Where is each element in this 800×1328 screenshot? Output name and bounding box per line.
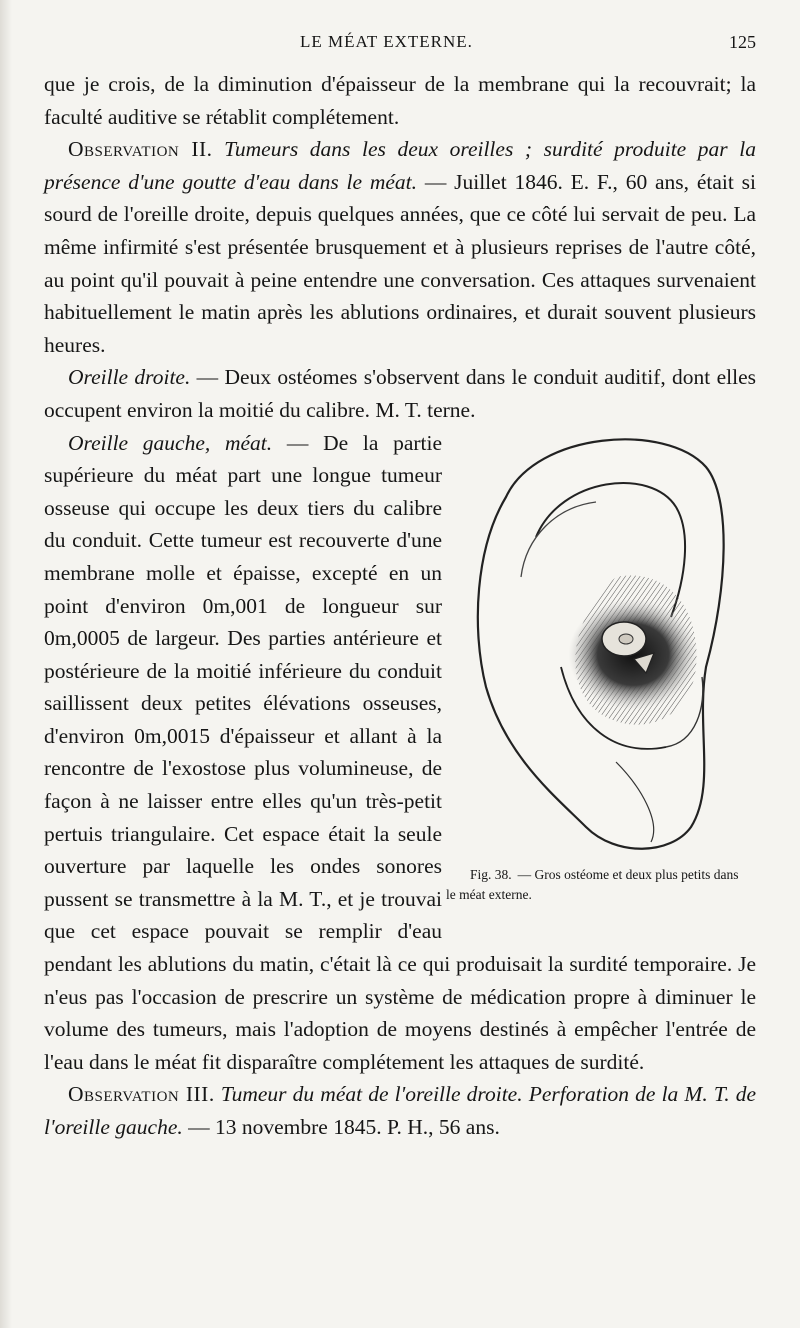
observation-2-title: Tumeurs dans les deux oreilles ; surdité produite par la présence d'une goutte d'eau dans le méat. <box>44 137 756 194</box>
observation-2-body: — Juillet 1846. E. F., 60 ans, était si sourd de l'oreille droite, depuis quelques années, que ce côté lui servait de peu. La même infirmité s'est présentée brusquement et à plusieurs reprises de l'autre côté, au point qu'il pouvait à peine entendre une conversation. Ces attaques survenaient habituellement le matin après les ablutions ordinaires, et durait souvent plusieurs heures. <box>44 169 756 357</box>
left-ear-paragraph <box>44 427 756 1079</box>
left-ear-label: Oreille gauche, méat. <box>68 430 273 455</box>
body-text <box>44 68 756 1144</box>
paragraph-continuation: que je crois, de la diminution d'épaisseur de la membrane qui la recouvrait; la faculté auditive se rétablit complétement. <box>44 72 756 129</box>
figure-38 <box>446 427 756 921</box>
figure-caption-text: — Gros ostéome et deux plus petits dans le méat externe. <box>446 866 739 902</box>
observation-2-label: Observation II. <box>68 137 213 162</box>
running-head: LE MÉAT EXTERNE. <box>300 32 473 51</box>
ear-engraving-figure <box>466 427 736 857</box>
observation-3-body: — 13 novembre 1845. P. H., 56 ans. <box>182 1115 500 1139</box>
figure-caption <box>446 865 746 905</box>
right-ear-body: — Deux ostéomes s'observent dans le conduit auditif, dont elles occupent environ la moitié du calibre. M. T. terne. <box>44 365 756 422</box>
observation-3 <box>44 1078 756 1143</box>
observation-3-title: Tumeur du méat de l'oreille droite. Perforation de la M. T. de l'oreille gauche. <box>44 1082 756 1139</box>
observation-3-label: Observation III. <box>68 1082 215 1107</box>
page-number: 125 <box>729 32 756 52</box>
right-ear-label: Oreille droite. <box>68 365 191 390</box>
left-ear-body: — De la partie supérieure du méat part une longue tumeur osseuse qui occupe les deux tiers du calibre du conduit. Cette tumeur est recouverte d'une membrane molle et épaisse, excepté en un point d'environ 0m,001 de longueur sur 0m,0005 de largeur. Des parties antérieure et postérieure de la moitié inférieure du conduit saillissent deux petites élévations osseuses, d'environ 0m,0015 d'épaisseur et allant à la rencontre de l'exostose plus volumineuse, de façon à ne laisser entre elles qu'un très-petit pertuis triangulaire. Cet espace était la seule ouverture par laquelle les ondes sonores pussent se transmettre à la M. T., et je trouvai que cet espace pouvait se remplir d'eau pendant les ablutions du matin, c'était là ce qui produisait la surdité temporaire. Je n'eus pas l'occasion de prescrire un système de médication propre à diminuer le volume des tumeurs, mais l'adoption de moyens destinés à empêcher l'entrée de l'eau dans le méat fit disparaître complétement les attaques de surdité. <box>44 430 756 1074</box>
right-ear-paragraph <box>44 361 756 426</box>
page-gutter-shadow <box>0 0 12 1328</box>
figure-label: Fig. 38. <box>470 866 512 882</box>
observation-2 <box>44 133 756 361</box>
